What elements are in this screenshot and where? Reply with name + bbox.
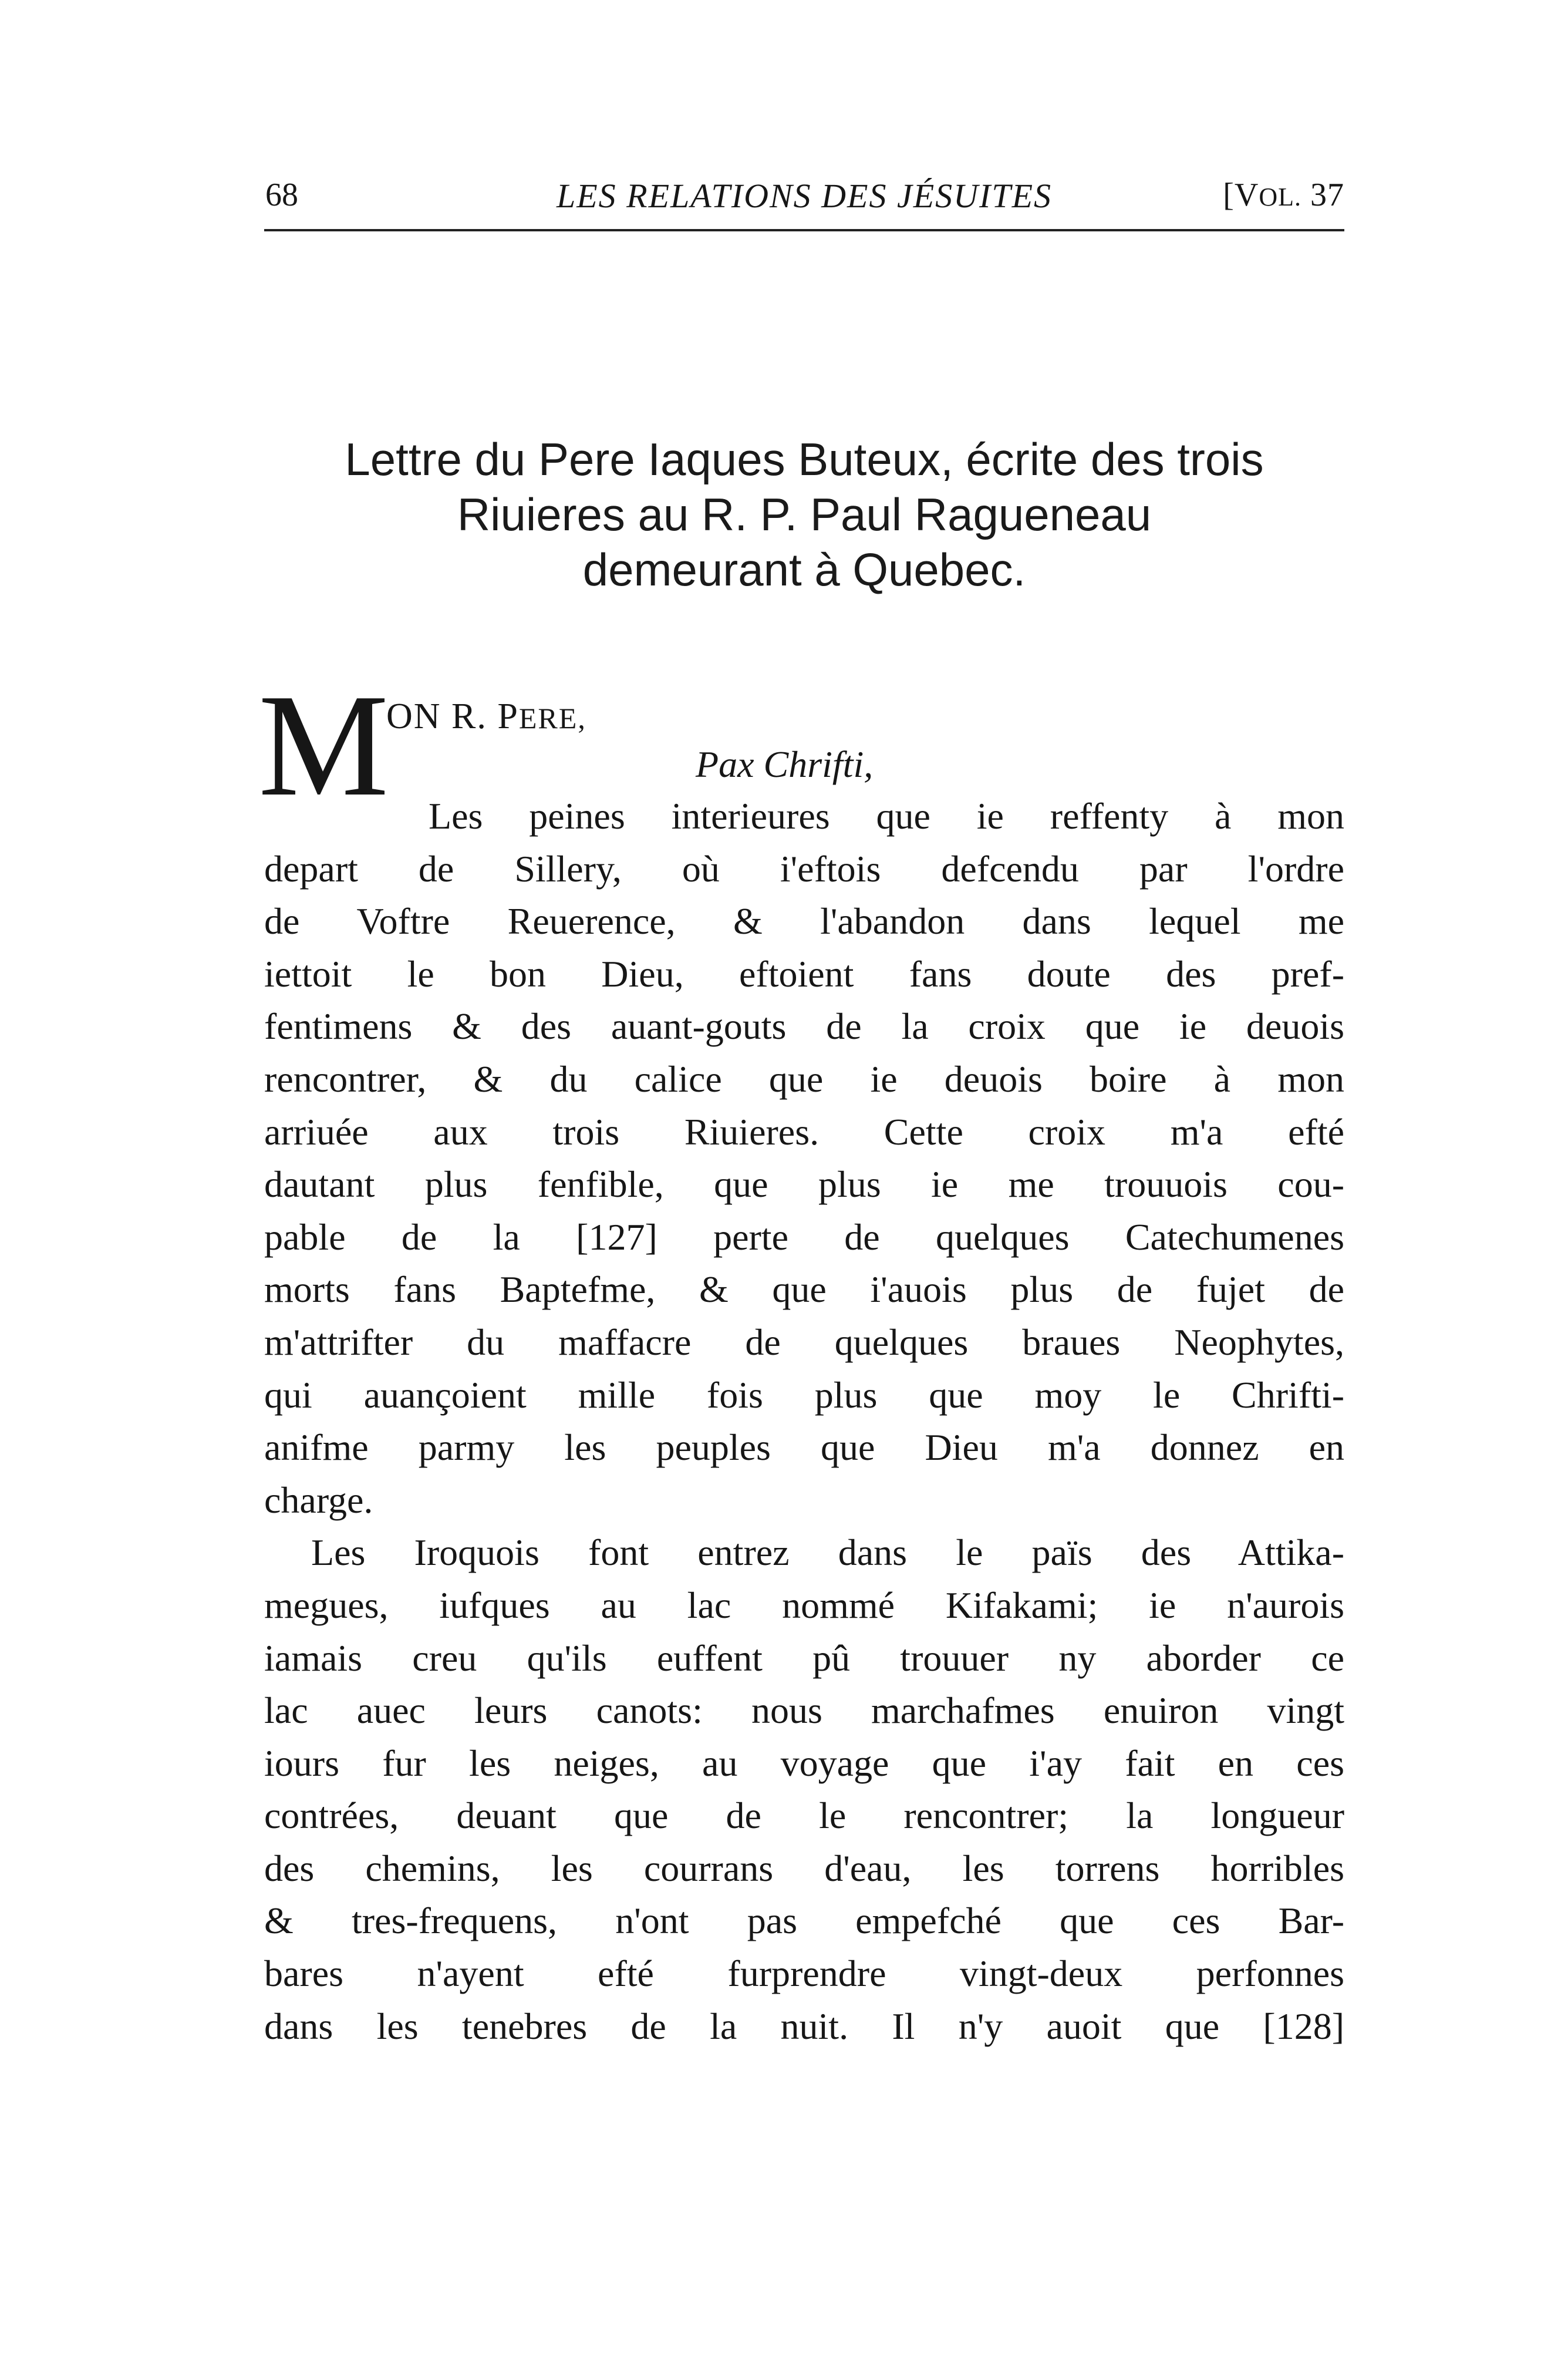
body-text xyxy=(264,790,1344,2052)
volume-prefix: [V xyxy=(1223,177,1259,213)
body-line: morts fans Baptefme, & que i'auois plus de fujet de xyxy=(264,1268,1344,1311)
title-line-2: Riuieres au R. P. Paul Ragueneau xyxy=(457,489,1152,540)
drop-cap: M xyxy=(258,664,389,827)
volume-smallcaps: OL. xyxy=(1259,183,1301,211)
body-line: pable de la [127] perte de quelques Catechumenes xyxy=(264,1216,1344,1258)
body-line: lac auec leurs canots: nous marchafmes enuiron vingt xyxy=(264,1689,1344,1732)
title-line-3: demeurant à Quebec. xyxy=(582,544,1026,595)
body-line: bares n'ayent efté furprendre vingt-deux perfonnes xyxy=(264,1953,1344,1995)
body-line: iours fur les neiges, au voyage que i'ay fait en ces xyxy=(264,1742,1344,1784)
body-line: qui auançoient mille fois plus que moy le Chrifti- xyxy=(264,1374,1344,1416)
body-line: charge. xyxy=(264,1479,373,1521)
running-title: LES RELATIONS DES JÉSUITES xyxy=(556,177,1053,215)
body-line: iamais creu qu'ils euffent pû trouuer ny aborder ce xyxy=(264,1637,1344,1679)
volume-label xyxy=(1223,176,1344,214)
page-number: 68 xyxy=(265,177,298,213)
body-line: de Voftre Reuerence, & l'abandon dans lequel me xyxy=(264,900,1344,942)
salutation-part-a: ON R. P xyxy=(386,696,519,736)
pax-christi: Pax Chrifti, xyxy=(696,743,874,785)
body-line: rencontrer, & du calice que ie deuois boire à mon xyxy=(264,1058,1344,1100)
body-line: iettoit le bon Dieu, eftoient fans doute des pref- xyxy=(264,952,1344,995)
body-line: depart de Sillery, où i'eftois defcendu par l'ordre xyxy=(264,847,1344,890)
body-line: dautant plus fenfible, que plus ie me trouuois cou- xyxy=(264,1163,1344,1206)
letter-title xyxy=(258,432,1350,597)
body-line: megues, iufques au lac nommé Kifakami; ie n'aurois xyxy=(264,1584,1344,1626)
salutation-part-b: ERE, xyxy=(518,702,586,735)
body-line: anifme parmy les peuples que Dieu m'a donnez en xyxy=(264,1426,1344,1469)
body-line: arriuée aux trois Riuieres. Cette croix m'a efté xyxy=(264,1110,1344,1153)
volume-number: 37 xyxy=(1310,177,1344,213)
body-line: fentimens & des auant-gouts de la croix que ie deuois xyxy=(264,1005,1344,1048)
body-line: contrées, deuant que de le rencontrer; la longueur xyxy=(264,1795,1344,1837)
body-line: & tres-frequens, n'ont pas empefché que ces Bar- xyxy=(264,1900,1344,1942)
running-header xyxy=(264,170,1344,231)
body-line: Les peines interieures que ie reffenty à mon xyxy=(429,795,1344,837)
body-line: m'attrifter du maffacre de quelques braues Neophytes, xyxy=(264,1321,1344,1363)
title-line-1: Lettre du Pere Iaques Buteux, écrite des trois xyxy=(345,433,1264,485)
body-line: Les Iroquois font entrez dans le païs des Attika- xyxy=(311,1531,1344,1574)
body-line: des chemins, les courrans d'eau, les torrens horribles xyxy=(264,1847,1344,1889)
salutation xyxy=(386,696,586,738)
body-line: dans les tenebres de la nuit. Il n'y auoit que [128] xyxy=(264,2005,1344,2047)
